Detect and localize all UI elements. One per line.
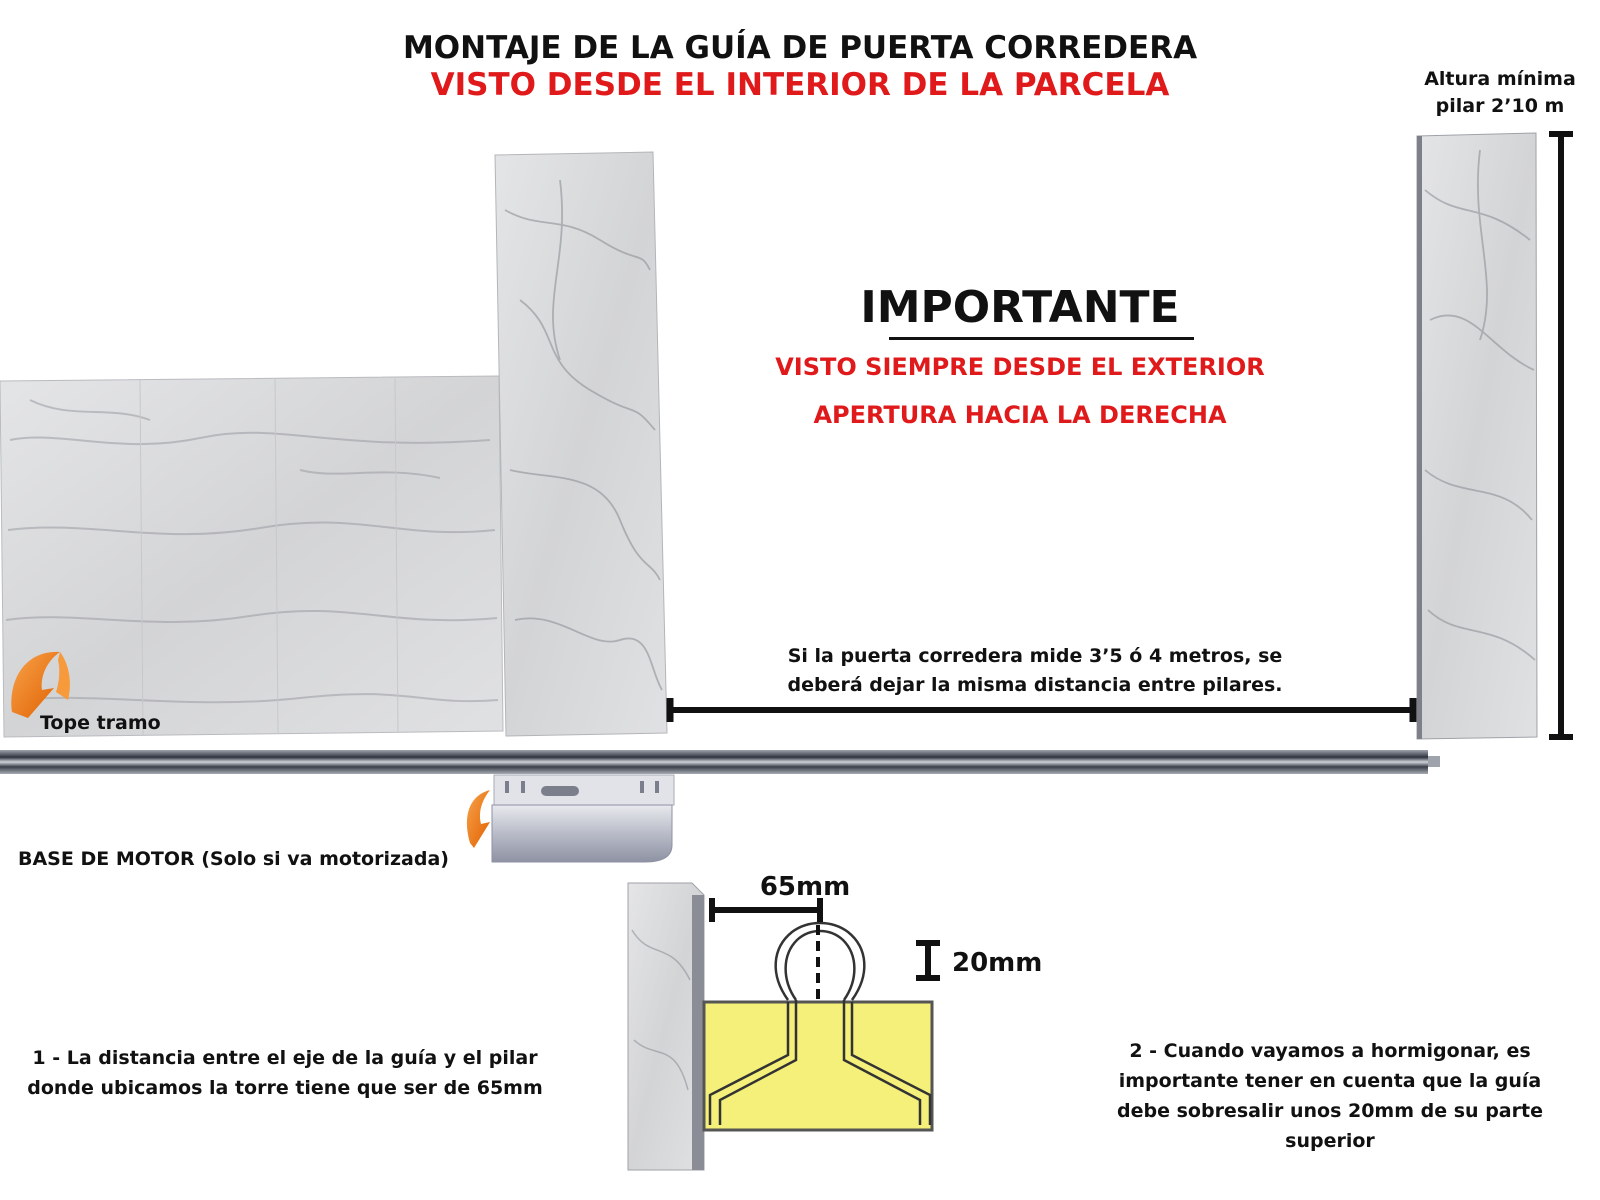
important-heading: IMPORTANTE	[860, 282, 1180, 333]
detail-pillar	[628, 883, 704, 1170]
concrete-block	[704, 1002, 932, 1130]
motor-base	[492, 775, 674, 862]
guide-rail	[0, 750, 1440, 774]
motor-base-label: BASE DE MOTOR (Solo si va motorizada)	[18, 848, 449, 870]
dim-20-label: 20mm	[952, 948, 1043, 978]
height-dimension	[1549, 134, 1573, 737]
distance-note-line-1: Si la puerta corredera mide 3’5 ó 4 metros, se	[787, 645, 1283, 667]
gate-tall-panel	[495, 152, 667, 736]
main-title: MONTAJE DE LA GUÍA DE PUERTA CORREDERA	[402, 30, 1198, 66]
motor-arrow-icon	[467, 790, 490, 848]
note-1: 1 - La distancia entre el eje de la guía y el pilar donde ubicamos la torre tiene que ser de 65mm	[27, 1047, 543, 1099]
dimension-20mm	[916, 943, 940, 978]
tope-label: Tope tramo	[40, 712, 161, 734]
note-2: 2 - Cuando vayamos a hormigonar, es importante tener en cuenta que la guía debe sobresalir unos 20mm de su parte superior	[1117, 1040, 1543, 1152]
gate-panel	[0, 376, 503, 737]
right-pillar	[1417, 133, 1537, 739]
pillar-height-line-2: pilar 2’10 m	[1435, 95, 1565, 117]
important-line-1: VISTO SIEMPRE DESDE EL EXTERIOR	[775, 353, 1265, 381]
main-subtitle: VISTO DESDE EL INTERIOR DE LA PARCELA	[430, 67, 1170, 103]
pillar-height-line-1: Altura mínima	[1424, 68, 1576, 90]
pillar-distance-dimension	[670, 698, 1413, 722]
important-line-2: APERTURA HACIA LA DERECHA	[813, 401, 1227, 429]
important-underline	[889, 337, 1194, 340]
dim-65-label: 65mm	[759, 872, 851, 902]
distance-note	[725, 642, 1345, 700]
pillar-height-note	[1405, 66, 1595, 120]
distance-note-line-2: deberá dejar la misma distancia entre pilares.	[787, 674, 1283, 696]
